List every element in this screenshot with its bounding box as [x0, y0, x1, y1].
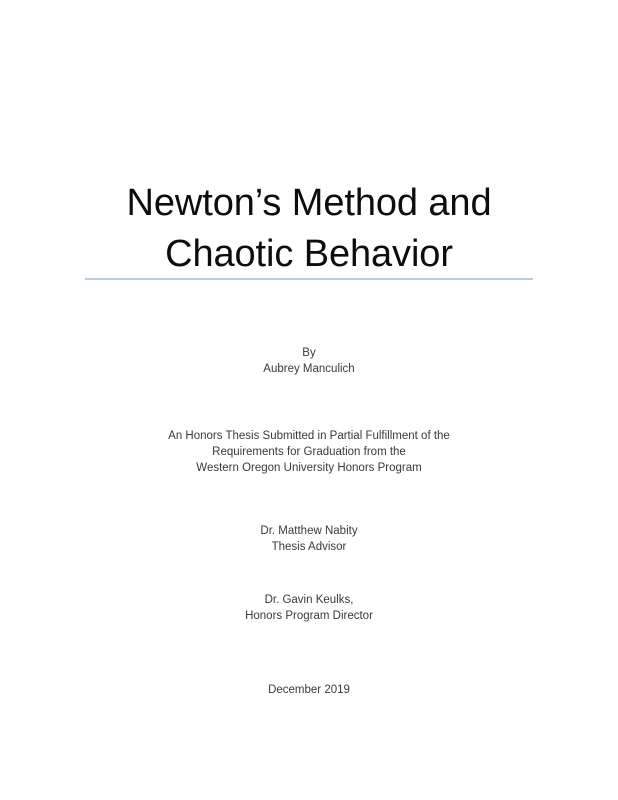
- date-block: [0, 682, 618, 698]
- byline-label: By: [302, 347, 316, 359]
- author-name: Aubrey Manculich: [263, 363, 355, 375]
- thesis-statement-line-2: Requirements for Graduation from the: [212, 446, 406, 458]
- advisor-name: Dr. Matthew Nabity: [260, 525, 358, 537]
- director-block: [0, 592, 618, 624]
- director-name: Dr. Gavin Keulks,: [264, 594, 354, 606]
- thesis-statement-line-3: Western Oregon University Honors Program: [196, 462, 422, 474]
- page-title: [0, 178, 618, 280]
- thesis-statement-block: [0, 428, 618, 476]
- author-block: [0, 345, 618, 377]
- title-line-2: Chaotic Behavior: [165, 233, 453, 275]
- advisor-role: Thesis Advisor: [271, 541, 347, 553]
- publication-date: December 2019: [268, 684, 350, 696]
- title-line-1: Newton’s Method and: [126, 182, 492, 224]
- thesis-statement-line-1: An Honors Thesis Submitted in Partial Fulfillment of the: [168, 430, 450, 442]
- title-divider: [85, 278, 533, 280]
- advisor-block: [0, 523, 618, 555]
- director-role: Honors Program Director: [245, 610, 373, 622]
